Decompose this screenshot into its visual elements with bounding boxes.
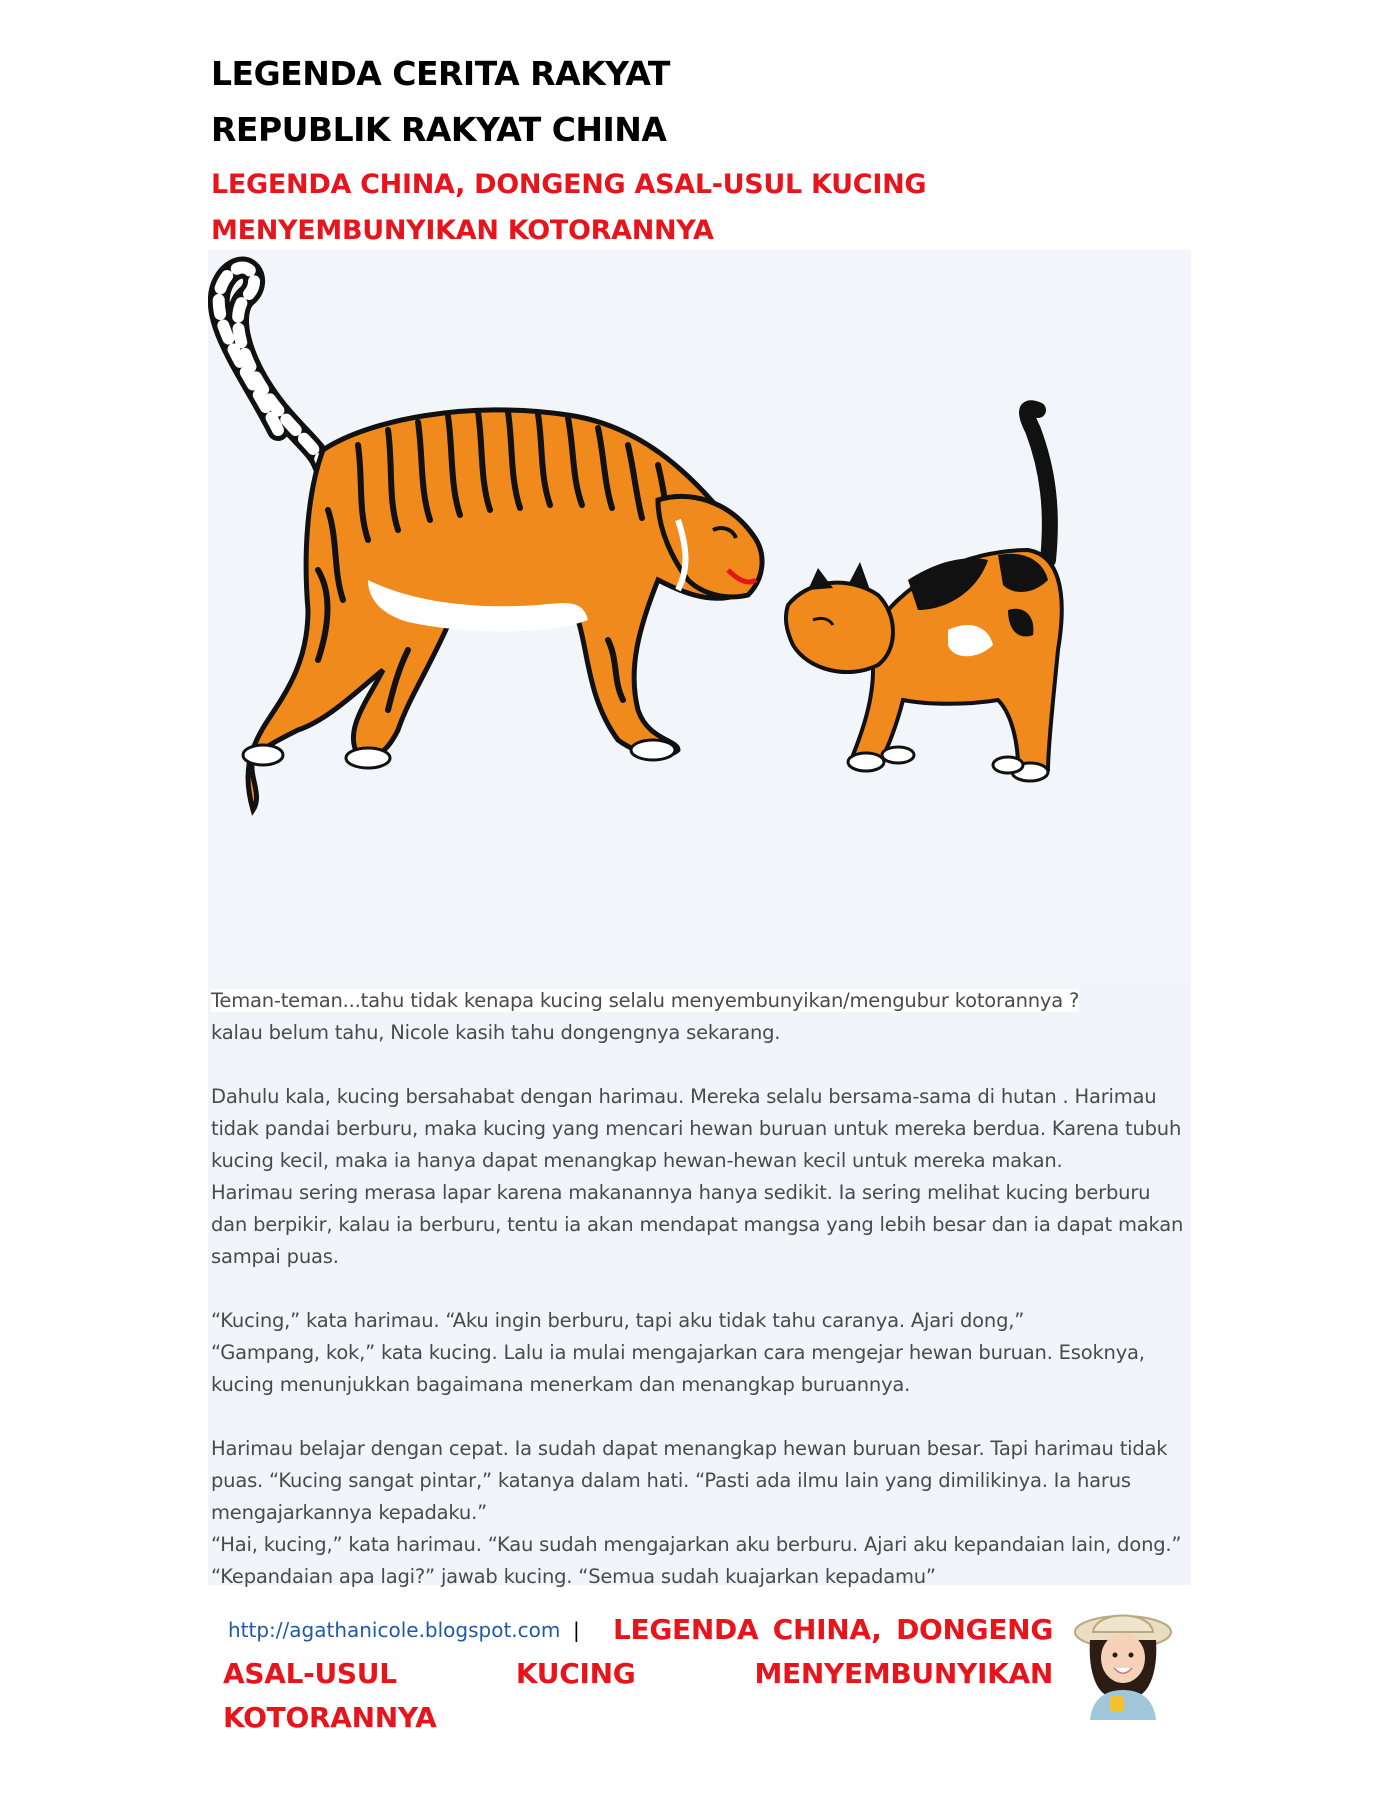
story-paragraph-7: “Hai, kucing,” kata harimau. “Kau sudah mengajarkan aku berburu. Ajari aku kepandaian lain, dong.”	[211, 1533, 1182, 1556]
cat-drawing	[786, 408, 1062, 781]
tiger-and-cat-illustration	[208, 250, 1191, 985]
story-paragraph-2: Dahulu kala, kucing bersahabat dengan harimau. Mereka selalu bersama-sama di hutan . Harimau tidak pandai berburu, maka kucing yang mencari hewan buruan untuk mereka berdua. Karena tubuh kucing kecil, maka ia hanya dapat menangkap hewan-hewan kecil untuk mereka makan.	[211, 1085, 1182, 1172]
story-paragraph-3: Harimau sering merasa lapar karena makanannya hanya sedikit. Ia sering melihat kucing berburu dan berpikir, kalau ia berburu, tentu ia akan mendapat mangsa yang lebih besar dan ia dapat makan sampai puas.	[211, 1181, 1184, 1268]
story-text	[211, 985, 1186, 1593]
page-footer	[208, 1600, 1191, 1734]
story-paragraph-6: Harimau belajar dengan cepat. Ia sudah dapat menangkap hewan buruan besar. Tapi harimau tidak puas. “Kucing sangat pintar,” katanya dalam hati. “Pasti ada ilmu lain yang dimilikinya. Ia harus mengajarkannya kepadaku.”	[211, 1437, 1168, 1524]
document-title-line-2: REPUBLIK RAKYAT CHINA	[211, 110, 667, 149]
footer-separator: |	[573, 1618, 580, 1642]
story-title: LEGENDA CHINA, DONGENG ASAL-USUL KUCING MENYEMBUNYIKAN KOTORANNYA	[211, 169, 927, 246]
footer-title-text: LEGENDA CHINA, DONGENG ASAL-USUL KUCING MENYEMBUNYIKAN KOTORANNYA	[223, 1613, 1053, 1734]
author-avatar	[1068, 1600, 1178, 1720]
story-paragraph-1-line-2: kalau belum tahu, Nicole kasih tahu dongengnya sekarang.	[211, 1021, 781, 1044]
tiger-drawing	[219, 268, 762, 810]
story-body	[208, 985, 1191, 1588]
story-paragraph-1-line-1: Teman-teman...tahu tidak kenapa kucing selalu menyembunyikan/mengubur kotorannya ?	[211, 989, 1080, 1012]
story-paragraph-5: “Gampang, kok,” kata kucing. Lalu ia mulai mengajarkan cara mengejar hewan buruan. Esoknya, kucing menunjukkan bagaimana menerkam dan menangkap buruannya.	[211, 1341, 1145, 1396]
blog-url-link[interactable]: http://agathanicole.blogspot.com	[228, 1618, 561, 1642]
story-paragraph-8: “Kepandaian apa lagi?” jawab kucing. “Semua sudah kuajarkan kepadamu”	[211, 1565, 936, 1588]
story-paragraph-4: “Kucing,” kata harimau. “Aku ingin berburu, tapi aku tidak tahu caranya. Ajari dong,”	[211, 1309, 1025, 1332]
document-title-line-1: LEGENDA CERITA RAKYAT	[211, 54, 670, 93]
